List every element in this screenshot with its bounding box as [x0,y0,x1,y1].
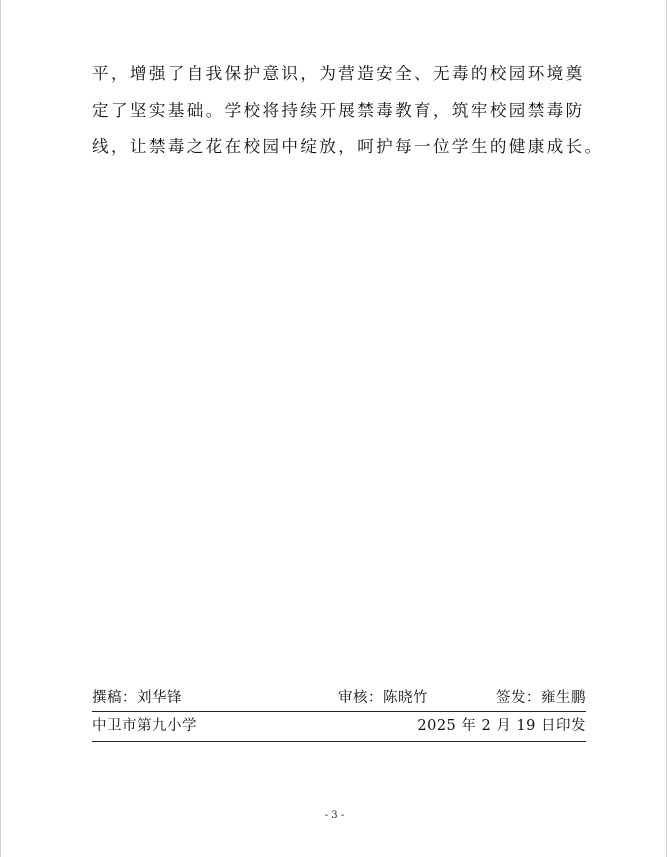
issue-info-row [92,715,586,742]
body-line-3: 线，让禁毒之花在校园中绽放，呵护每一位学生的健康成长。 [92,137,604,156]
page-number: - 3 - [324,810,345,821]
organization-name: 中卫市第九小学 [92,718,197,734]
issuer-label: 签发：雍生鹏 [496,690,586,706]
reviewer-label: 审核：陈晓竹 [338,690,428,706]
signature-row [92,687,586,712]
drafter-label: 撰稿：刘华锋 [92,690,182,706]
body-line-1: 平，增强了自我保护意识，为营造安全、无毒的校园环境奠 [92,64,585,83]
body-line-2: 定了坚实基础。学校将持续开展禁毒教育，筑牢校园禁毒防 [92,100,585,120]
body-text [92,56,604,166]
issue-date: 2025 年 2 月 19 日印发 [417,718,586,734]
